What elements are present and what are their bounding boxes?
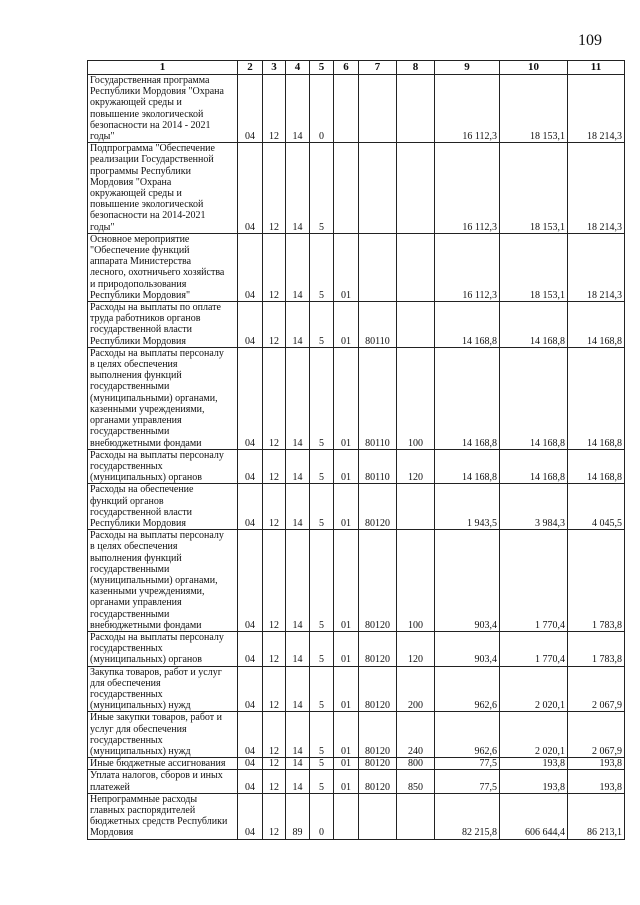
code-section-cell: 04 <box>238 143 263 234</box>
code-program-cell: 14 <box>286 666 310 712</box>
amount-col10-cell: 18 153,1 <box>500 143 568 234</box>
code-event-cell: 01 <box>334 770 359 793</box>
item-name-cell: Иные закупки товаров, работ и услуг для обеспечения государственных (муниципальных) нужд <box>88 712 238 758</box>
code-subprogram-cell: 5 <box>310 449 334 484</box>
amount-col9-cell: 903,4 <box>435 530 500 632</box>
amount-col10-cell: 3 984,3 <box>500 484 568 530</box>
amount-col10-cell: 14 168,8 <box>500 449 568 484</box>
code-direction-cell: 80120 <box>359 770 397 793</box>
code-program-cell: 14 <box>286 758 310 770</box>
item-name-cell: Расходы на выплаты по оплате труда работников органов государственной власти Республики Мордовия <box>88 302 238 348</box>
code-event-cell: 01 <box>334 631 359 666</box>
code-program-cell: 14 <box>286 530 310 632</box>
amount-col10-cell: 14 168,8 <box>500 302 568 348</box>
amount-col11-cell: 2 067,9 <box>568 666 625 712</box>
table-row <box>88 666 625 712</box>
amount-col9-cell: 14 168,8 <box>435 449 500 484</box>
amount-col11-cell: 193,8 <box>568 770 625 793</box>
item-name-cell: Расходы на выплаты персоналу государственных (муниципальных) органов <box>88 631 238 666</box>
amount-col11-cell: 4 045,5 <box>568 484 625 530</box>
table-row <box>88 712 625 758</box>
header-row <box>88 61 625 75</box>
page-number: 109 <box>578 32 602 49</box>
code-subprogram-cell: 5 <box>310 233 334 301</box>
code-expense-type-cell: 240 <box>397 712 435 758</box>
code-event-cell: 01 <box>334 233 359 301</box>
code-expense-type-cell: 100 <box>397 530 435 632</box>
amount-col9-cell: 14 168,8 <box>435 347 500 449</box>
code-section-cell: 04 <box>238 530 263 632</box>
item-name-cell: Основное мероприятие "Обеспечение функций аппарата Министерства лесного, охотничьего хозяйства и природопользования Республики Мордовия" <box>88 233 238 301</box>
code-expense-type-cell: 800 <box>397 758 435 770</box>
amount-col9-cell: 77,5 <box>435 770 500 793</box>
code-subprogram-cell: 5 <box>310 347 334 449</box>
amount-col9-cell: 962,6 <box>435 666 500 712</box>
code-section-cell: 04 <box>238 712 263 758</box>
code-subprogram-cell: 0 <box>310 75 334 143</box>
code-expense-type-cell <box>397 793 435 839</box>
code-section-cell: 04 <box>238 449 263 484</box>
column-header: 11 <box>568 61 625 75</box>
table-row <box>88 758 625 770</box>
code-expense-type-cell <box>397 233 435 301</box>
table-row <box>88 770 625 793</box>
table-row <box>88 347 625 449</box>
code-direction-cell: 80120 <box>359 758 397 770</box>
code-event-cell: 01 <box>334 530 359 632</box>
column-header: 7 <box>359 61 397 75</box>
code-program-cell: 14 <box>286 712 310 758</box>
item-name-cell: Иные бюджетные ассигнования <box>88 758 238 770</box>
column-header: 8 <box>397 61 435 75</box>
code-program-cell: 89 <box>286 793 310 839</box>
amount-col11-cell: 193,8 <box>568 758 625 770</box>
amount-col11-cell: 1 783,8 <box>568 631 625 666</box>
table-row <box>88 484 625 530</box>
item-name-cell: Подпрограмма "Обеспечение реализации Государственной программы Республики Мордовия "Охрана окружающей среды и повышение экологической безопасности на 2014-2021 годы" <box>88 143 238 234</box>
code-subsection-cell: 12 <box>263 484 286 530</box>
code-direction-cell <box>359 143 397 234</box>
code-direction-cell: 80120 <box>359 631 397 666</box>
amount-col11-cell: 18 214,3 <box>568 143 625 234</box>
budget-table <box>87 60 625 840</box>
column-header: 5 <box>310 61 334 75</box>
code-event-cell: 01 <box>334 712 359 758</box>
item-name-cell: Расходы на выплаты персоналу государственных (муниципальных) органов <box>88 449 238 484</box>
code-expense-type-cell: 850 <box>397 770 435 793</box>
code-subsection-cell: 12 <box>263 770 286 793</box>
code-section-cell: 04 <box>238 484 263 530</box>
amount-col9-cell: 16 112,3 <box>435 75 500 143</box>
code-subprogram-cell: 5 <box>310 484 334 530</box>
code-subprogram-cell: 5 <box>310 770 334 793</box>
code-section-cell: 04 <box>238 75 263 143</box>
code-direction-cell: 80120 <box>359 712 397 758</box>
code-program-cell: 14 <box>286 143 310 234</box>
item-name-cell: Уплата налогов, сборов и иных платежей <box>88 770 238 793</box>
code-expense-type-cell <box>397 143 435 234</box>
code-subsection-cell: 12 <box>263 302 286 348</box>
code-section-cell: 04 <box>238 770 263 793</box>
code-direction-cell: 80110 <box>359 449 397 484</box>
amount-col11-cell: 86 213,1 <box>568 793 625 839</box>
code-subprogram-cell: 5 <box>310 666 334 712</box>
amount-col9-cell: 16 112,3 <box>435 233 500 301</box>
amount-col11-cell: 18 214,3 <box>568 233 625 301</box>
code-section-cell: 04 <box>238 666 263 712</box>
code-subsection-cell: 12 <box>263 758 286 770</box>
amount-col9-cell: 82 215,8 <box>435 793 500 839</box>
amount-col10-cell: 2 020,1 <box>500 666 568 712</box>
code-event-cell <box>334 143 359 234</box>
code-direction-cell <box>359 233 397 301</box>
code-subprogram-cell: 5 <box>310 530 334 632</box>
code-direction-cell: 80110 <box>359 347 397 449</box>
code-subsection-cell: 12 <box>263 233 286 301</box>
column-header: 10 <box>500 61 568 75</box>
column-header: 1 <box>88 61 238 75</box>
code-expense-type-cell: 120 <box>397 631 435 666</box>
item-name-cell: Расходы на обеспечение функций органов государственной власти Республики Мордовия <box>88 484 238 530</box>
code-direction-cell: 80120 <box>359 484 397 530</box>
amount-col9-cell: 16 112,3 <box>435 143 500 234</box>
code-subprogram-cell: 0 <box>310 793 334 839</box>
code-program-cell: 14 <box>286 233 310 301</box>
code-program-cell: 14 <box>286 484 310 530</box>
code-subprogram-cell: 5 <box>310 302 334 348</box>
code-subsection-cell: 12 <box>263 75 286 143</box>
code-program-cell: 14 <box>286 631 310 666</box>
code-section-cell: 04 <box>238 233 263 301</box>
code-event-cell: 01 <box>334 758 359 770</box>
code-expense-type-cell: 120 <box>397 449 435 484</box>
code-section-cell: 04 <box>238 302 263 348</box>
amount-col10-cell: 193,8 <box>500 758 568 770</box>
table-row <box>88 302 625 348</box>
code-direction-cell: 80120 <box>359 530 397 632</box>
code-subsection-cell: 12 <box>263 631 286 666</box>
amount-col9-cell: 77,5 <box>435 758 500 770</box>
code-event-cell <box>334 793 359 839</box>
code-expense-type-cell <box>397 75 435 143</box>
code-program-cell: 14 <box>286 770 310 793</box>
code-subsection-cell: 12 <box>263 347 286 449</box>
amount-col11-cell: 14 168,8 <box>568 302 625 348</box>
amount-col11-cell: 2 067,9 <box>568 712 625 758</box>
column-header: 2 <box>238 61 263 75</box>
amount-col11-cell: 14 168,8 <box>568 449 625 484</box>
code-subprogram-cell: 5 <box>310 631 334 666</box>
table-row <box>88 143 625 234</box>
table-row <box>88 75 625 143</box>
table-row <box>88 233 625 301</box>
code-subsection-cell: 12 <box>263 143 286 234</box>
code-event-cell: 01 <box>334 302 359 348</box>
code-subsection-cell: 12 <box>263 449 286 484</box>
code-subprogram-cell: 5 <box>310 712 334 758</box>
amount-col9-cell: 962,6 <box>435 712 500 758</box>
code-subprogram-cell: 5 <box>310 143 334 234</box>
column-header: 3 <box>263 61 286 75</box>
amount-col11-cell: 1 783,8 <box>568 530 625 632</box>
code-program-cell: 14 <box>286 302 310 348</box>
amount-col9-cell: 1 943,5 <box>435 484 500 530</box>
code-section-cell: 04 <box>238 631 263 666</box>
code-direction-cell <box>359 793 397 839</box>
column-header: 4 <box>286 61 310 75</box>
column-header: 9 <box>435 61 500 75</box>
code-subsection-cell: 12 <box>263 530 286 632</box>
amount-col10-cell: 2 020,1 <box>500 712 568 758</box>
table-row <box>88 449 625 484</box>
code-subsection-cell: 12 <box>263 712 286 758</box>
code-program-cell: 14 <box>286 347 310 449</box>
code-subsection-cell: 12 <box>263 793 286 839</box>
amount-col11-cell: 18 214,3 <box>568 75 625 143</box>
code-event-cell <box>334 75 359 143</box>
table-row <box>88 530 625 632</box>
code-event-cell: 01 <box>334 347 359 449</box>
amount-col9-cell: 14 168,8 <box>435 302 500 348</box>
code-expense-type-cell: 100 <box>397 347 435 449</box>
code-section-cell: 04 <box>238 793 263 839</box>
column-header: 6 <box>334 61 359 75</box>
item-name-cell: Закупка товаров, работ и услуг для обеспечения государственных (муниципальных) нужд <box>88 666 238 712</box>
item-name-cell: Государственная программа Республики Мордовия "Охрана окружающей среды и повышение экологической безопасности на 2014 - 2021 годы" <box>88 75 238 143</box>
amount-col10-cell: 1 770,4 <box>500 631 568 666</box>
table-row <box>88 631 625 666</box>
code-section-cell: 04 <box>238 758 263 770</box>
amount-col10-cell: 606 644,4 <box>500 793 568 839</box>
code-expense-type-cell: 200 <box>397 666 435 712</box>
code-event-cell: 01 <box>334 666 359 712</box>
code-event-cell: 01 <box>334 484 359 530</box>
item-name-cell: Непрограммные расходы главных распорядителей бюджетных средств Республики Мордовия <box>88 793 238 839</box>
amount-col10-cell: 193,8 <box>500 770 568 793</box>
code-expense-type-cell <box>397 484 435 530</box>
amount-col10-cell: 18 153,1 <box>500 233 568 301</box>
code-program-cell: 14 <box>286 449 310 484</box>
amount-col11-cell: 14 168,8 <box>568 347 625 449</box>
code-event-cell: 01 <box>334 449 359 484</box>
code-subprogram-cell: 5 <box>310 758 334 770</box>
code-expense-type-cell <box>397 302 435 348</box>
amount-col10-cell: 18 153,1 <box>500 75 568 143</box>
amount-col9-cell: 903,4 <box>435 631 500 666</box>
code-program-cell: 14 <box>286 75 310 143</box>
code-direction-cell: 80120 <box>359 666 397 712</box>
code-section-cell: 04 <box>238 347 263 449</box>
item-name-cell: Расходы на выплаты персоналу в целях обеспечения выполнения функций государственными (муниципальными) органами, казенными учреждениями, органами управления государственными внебюджетными фондами <box>88 347 238 449</box>
code-direction-cell <box>359 75 397 143</box>
amount-col10-cell: 14 168,8 <box>500 347 568 449</box>
amount-col10-cell: 1 770,4 <box>500 530 568 632</box>
code-direction-cell: 80110 <box>359 302 397 348</box>
item-name-cell: Расходы на выплаты персоналу в целях обеспечения выполнения функций государственными (муниципальными) органами, казенными учреждениями, органами управления государственными внебюджетными фондами <box>88 530 238 632</box>
table-row <box>88 793 625 839</box>
code-subsection-cell: 12 <box>263 666 286 712</box>
